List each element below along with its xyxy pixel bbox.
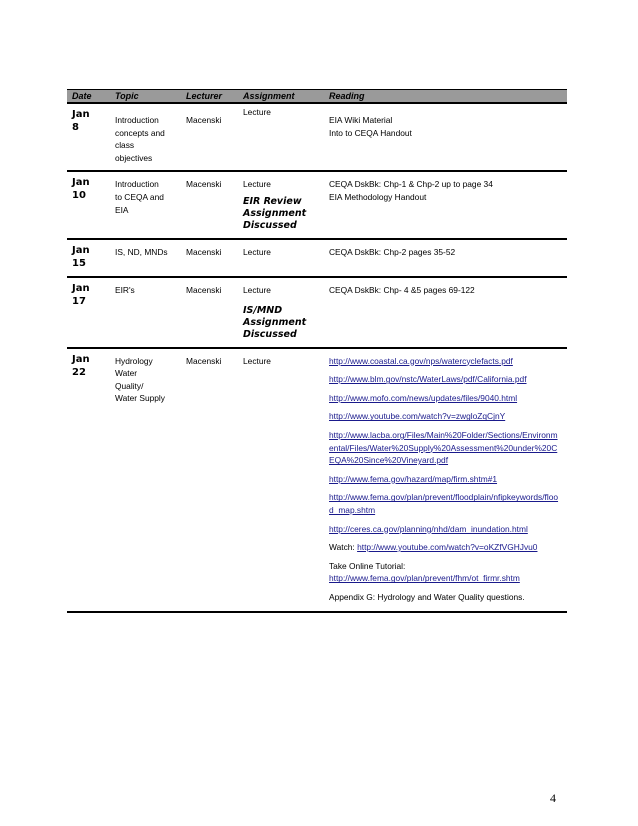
date-day: 8	[72, 122, 79, 133]
watch-link[interactable]: http://www.youtube.com/watch?v=oKZfVGHJvu0	[357, 542, 538, 553]
topic-cell	[110, 348, 181, 613]
page-number: 4	[550, 791, 556, 805]
assignment-text: Lecture	[243, 355, 271, 366]
topic-line: Quality/	[115, 380, 144, 391]
date-day: 17	[72, 295, 86, 307]
topic-line: Hydrology	[115, 355, 153, 366]
assignment-text: Lecture	[243, 284, 271, 295]
assignment-cell	[238, 277, 324, 348]
topic-cell	[110, 103, 181, 171]
assignment-cell	[238, 103, 324, 171]
assignment-note-line: Assignment	[243, 316, 307, 328]
reading-cell	[324, 277, 567, 348]
date-cell	[67, 103, 110, 171]
topic-line: class	[115, 140, 135, 151]
topic-cell	[110, 171, 181, 239]
lecturer-name: Macenski	[186, 355, 222, 366]
lecturer-cell	[181, 348, 238, 613]
table-row	[67, 239, 567, 277]
lecturer-cell	[181, 277, 238, 348]
assignment-note-line: Discussed	[243, 219, 297, 231]
date-day: 10	[72, 190, 86, 202]
reading-line: EIA Wiki Material	[329, 115, 393, 125]
topic-line: Introduction	[115, 179, 159, 190]
reading-line: CEQA DskBk: Chp- 4 &5 pages 69-122	[329, 284, 475, 295]
topic-line: to CEQA and	[115, 191, 164, 202]
header-date: Date	[67, 90, 110, 104]
lecturer-name: Macenski	[186, 284, 222, 295]
reading-line: CEQA DskBk: Chp-1 & Chp-2 up to page 34	[329, 179, 493, 190]
date-cell	[67, 239, 110, 277]
lecturer-name: Macenski	[186, 246, 222, 257]
topic-line: Introduction	[115, 115, 159, 125]
reading-link[interactable]: http://www.mofo.com/news/updates/files/9040.html	[329, 392, 518, 403]
reading-cell	[324, 171, 567, 239]
date-month: Jan	[72, 353, 90, 365]
reading-link[interactable]: http://ceres.ca.gov/planning/nhd/dam_inundation.html	[329, 523, 528, 534]
assignment-note-line: Discussed	[243, 328, 297, 340]
reading-cell	[324, 103, 567, 171]
assignment-text: Lecture	[243, 246, 271, 257]
date-month: Jan	[72, 109, 90, 120]
header-reading: Reading	[324, 90, 567, 104]
assignment-note-line: IS/MND	[243, 304, 283, 316]
lecturer-cell	[181, 103, 238, 171]
table-row	[67, 103, 567, 171]
reading-line: Into to CEQA Handout	[329, 127, 412, 138]
topic-line: objectives	[115, 152, 153, 163]
assignment-note-line: EIR Review	[243, 195, 302, 207]
topic-line: EIA	[115, 204, 129, 215]
header-assignment: Assignment	[238, 90, 324, 104]
table-header-row	[67, 90, 567, 104]
reading-cell	[324, 348, 567, 613]
tutorial-label: Take Online Tutorial:	[329, 560, 406, 571]
reading-line: EIA Methodology Handout	[329, 191, 427, 202]
assignment-cell	[238, 348, 324, 613]
reading-link[interactable]: http://www.youtube.com/watch?v=zwgloZqCjnY	[329, 411, 506, 422]
table-row	[67, 277, 567, 348]
assignment-note-line: Assignment	[243, 207, 307, 219]
date-cell	[67, 277, 110, 348]
reading-link[interactable]: http://www.fema.gov/hazard/map/firm.shtm#1	[329, 473, 498, 484]
assignment-text: Lecture	[243, 179, 271, 190]
tutorial-link[interactable]: http://www.fema.gov/plan/prevent/fhm/ot_firmr.shtm	[329, 573, 520, 584]
topic-line: EIR's	[115, 284, 135, 295]
header-topic: Topic	[110, 90, 181, 104]
assignment-note	[243, 196, 319, 232]
topic-line: concepts and	[115, 127, 165, 138]
table-row	[67, 171, 567, 239]
assignment-cell	[238, 239, 324, 277]
appendix-text: Appendix G: Hydrology and Water Quality questions.	[329, 591, 525, 602]
date-day: 22	[72, 366, 86, 378]
date-cell	[67, 348, 110, 613]
lecturer-cell	[181, 171, 238, 239]
topic-cell	[110, 277, 181, 348]
date-day: 15	[72, 257, 86, 269]
assignment-note	[243, 305, 319, 341]
watch-label: Watch:	[329, 542, 358, 553]
lecturer-cell	[181, 239, 238, 277]
topic-line: Water Supply	[115, 393, 165, 404]
date-cell	[67, 171, 110, 239]
date-month: Jan	[72, 177, 90, 189]
header-lecturer: Lecturer	[181, 90, 238, 104]
lecturer-name: Macenski	[186, 115, 222, 125]
assignment-cell	[238, 171, 324, 239]
lecturer-name: Macenski	[186, 179, 222, 190]
watch-line	[329, 541, 562, 554]
reading-link[interactable]: http://www.blm.gov/nstc/WaterLaws/pdf/California.pdf	[329, 374, 527, 385]
course-schedule-table	[67, 89, 567, 613]
table-row	[67, 348, 567, 613]
topic-line: IS, ND, MNDs	[115, 246, 168, 257]
reading-link[interactable]: http://www.fema.gov/plan/prevent/floodplain/nfipkeywords/flood_map.shtm	[329, 492, 559, 515]
topic-line: Water	[115, 368, 138, 379]
topic-cell	[110, 239, 181, 277]
reading-link[interactable]: http://www.lacba.org/Files/Main%20Folder/Sections/Environmental/Files/Water%20Supply%20Assessment%20under%20CEQA%20Since%20Vineyard.pdf	[329, 429, 558, 466]
date-month: Jan	[72, 282, 90, 294]
reading-line: CEQA DskBk: Chp-2 pages 35-52	[329, 246, 456, 257]
reading-cell	[324, 239, 567, 277]
date-month: Jan	[72, 244, 90, 256]
assignment-text: Lecture	[243, 107, 271, 117]
reading-link[interactable]: http://www.coastal.ca.gov/nps/watercyclefacts.pdf	[329, 355, 513, 366]
